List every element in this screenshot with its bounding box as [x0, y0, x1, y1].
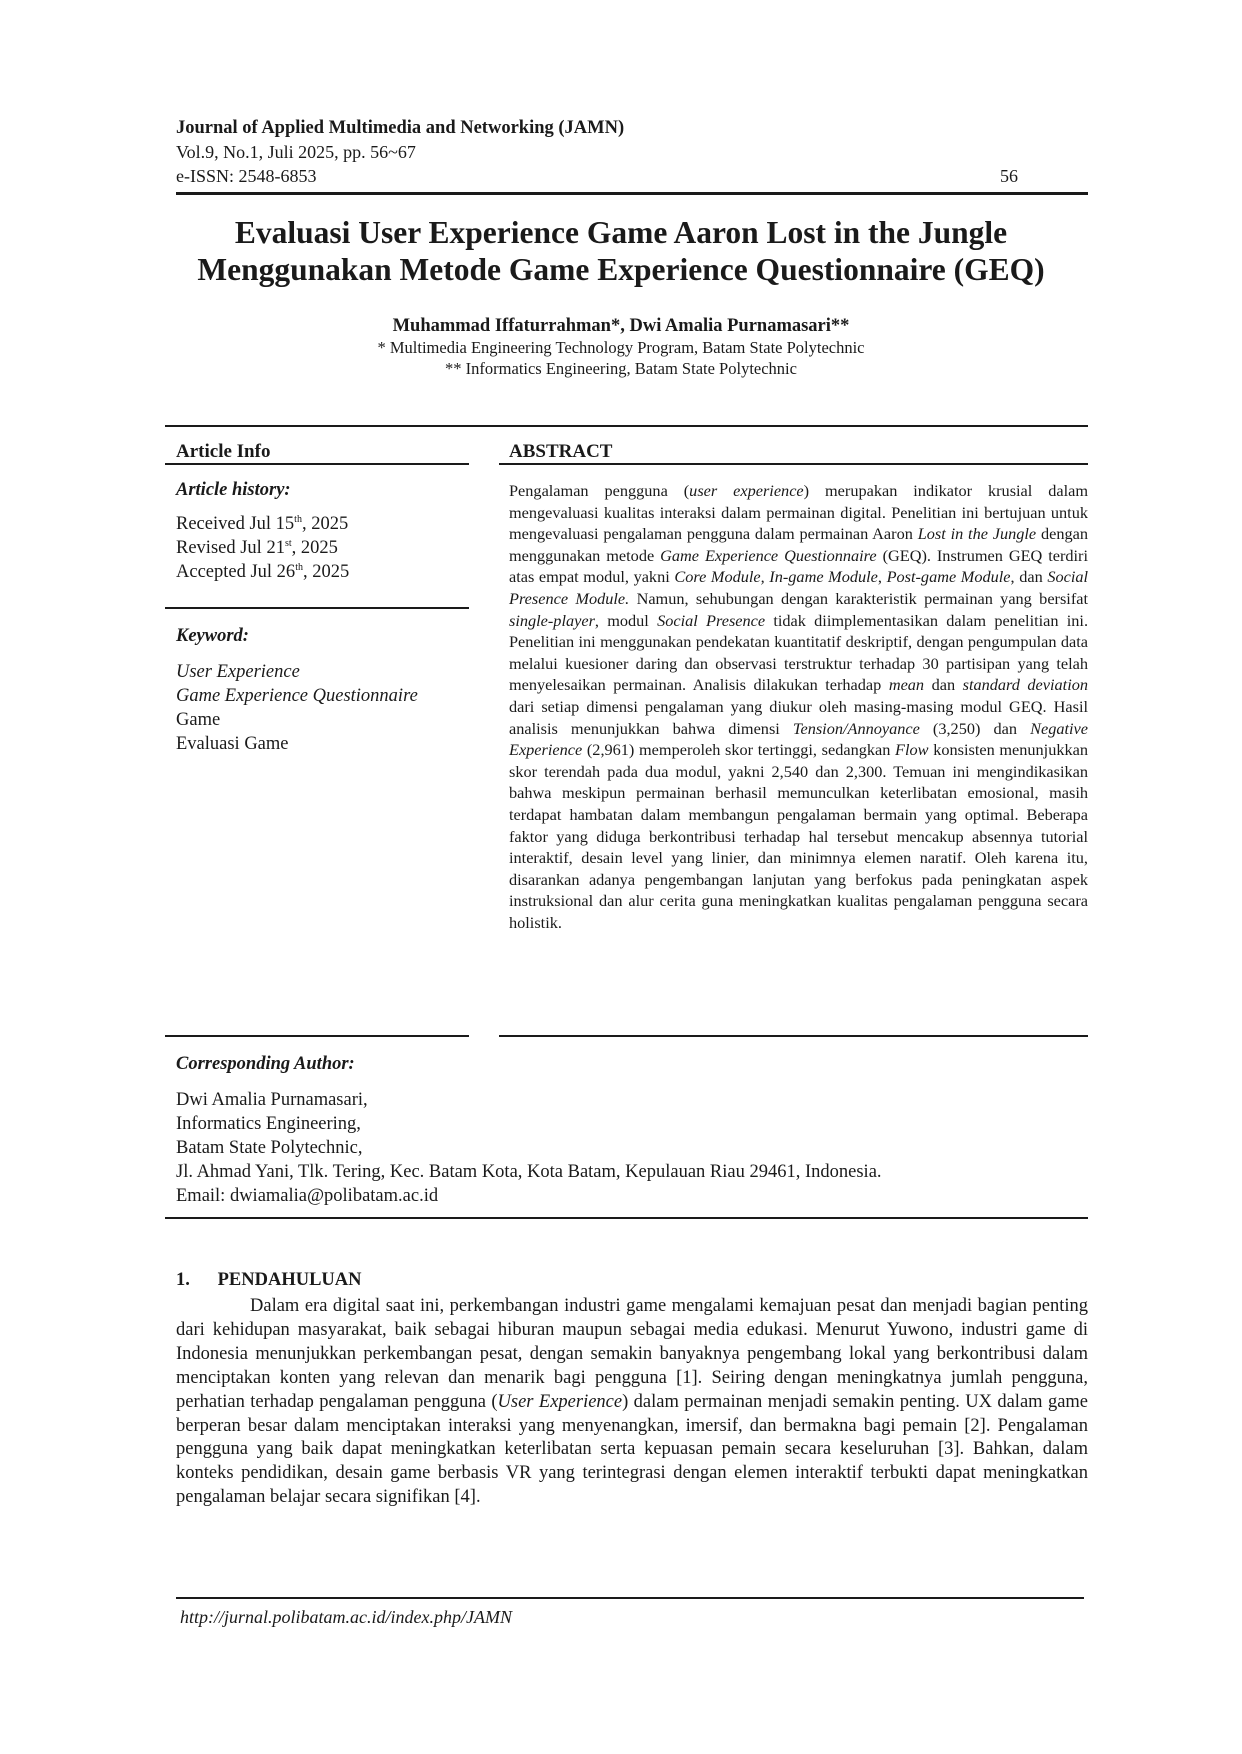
article-info-rule — [165, 463, 469, 465]
intro-body — [176, 1295, 1088, 1510]
keyword-item: User Experience — [176, 662, 300, 682]
corresponding-heading: Corresponding Author: — [176, 1054, 355, 1074]
corresponding-line: Batam State Polytechnic, — [176, 1138, 363, 1158]
intro-paragraph: Dalam era digital saat ini, perkembangan industri game mengalami kemajuan pesat dan menjadi bagian penting dari kehidupan masyarakat, baik sebagai hiburan maupun sebagai media edukasi. Menurut Yuwono, industri game di Indonesia menunjukkan perkembangan pesat, dengan semakin banyaknya pengembang lokal yang berkontribusi dalam menciptakan konten yang relevan dan menarik bagi pengguna [1]. Seiring dengan meningkatnya jumlah pengguna, perhatian terhadap pengalaman pengguna (User Experience) dalam permainan menjadi semakin penting. UX dalam game berperan besar dalam menciptakan interaksi yang menyenangkan, imersif, dan bermakna bagi pemain [2]. Pengalaman pengguna yang baik dapat meningkatkan keterlibatan serta kepuasan pemain secara keseluruhan [3]. Bahkan, dalam konteks pendidikan, desain game berbasis VR yang terintegrasi dengan elemen interaktif terbukti dapat meningkatkan pengalaman belajar secara signifikan [4]. — [176, 1296, 1088, 1508]
info-block-top-rule — [165, 425, 1088, 427]
info-bottom-rule — [165, 1035, 469, 1037]
title-line-2: Menggunakan Metode Game Experience Questionnaire (GEQ) — [197, 252, 1045, 287]
corresponding-rule — [165, 1217, 1088, 1219]
article-info-heading: Article Info — [176, 441, 271, 462]
affiliation-1: * Multimedia Engineering Technology Program, Batam State Polytechnic — [377, 338, 865, 357]
abstract-body: Pengalaman pengguna (user experience) merupakan indikator krusial dalam mengevaluasi kualitas interaksi dalam permainan digital. Penelitian ini bertujuan untuk mengevaluasi pengalaman pengguna dalam permainan Aaron Lost in the Jungle dengan menggunakan metode Game Experience Questionnaire (GEQ). Instrumen GEQ terdiri atas empat modul, yakni Core Module, In-game Module, Post-game Module, dan Social Presence Module. Namun, sehubungan dengan karakteristik permainan yang bersifat single-player, modul Social Presence tidak diimplementasikan dalam penelitian ini. Penelitian ini menggunakan pendekatan kuantitatif deskriptif, dengan pengumpulan data melalui kuesioner daring dan observasi terstruktur terhadap 30 partisipan yang telah menyelesaikan permainan. Analisis dilakukan terhadap mean dan standard deviation dari setiap dimensi pengalaman yang diukur oleh masing-masing modul GEQ. Hasil analisis menunjukkan bahwa dimensi Tension/Annoyance (3,250) dan Negative Experience (2,961) memperoleh skor tertinggi, sedangkan Flow konsisten menunjukkan skor terendah pada dua modul, yakni 2,540 dan 2,300. Temuan ini mengindikasikan bahwa meskipun permainan berhasil memunculkan keterlibatan emosional, masih terdapat hambatan dalam membangun pengalaman bermain yang optimal. Beberapa faktor yang diduga berkontribusi terhadap hal tersebut mencakup absennya tutorial interaktif, desain level yang linier, dan minimnya elemen naratif. Oleh karena itu, disarankan adanya pengembangan lanjutan yang berfokus pada peningkatan aspek instruksional dan alur cerita guna meningkatkan kualitas pengalaman pengguna secara holistik. — [509, 481, 1089, 932]
issn: e-ISSN: 2548-6853 — [176, 166, 317, 186]
header-rule — [176, 192, 1088, 195]
corresponding-line: Jl. Ahmad Yani, Tlk. Tering, Kec. Batam Kota, Kota Batam, Kepulauan Riau 29461, Indonesia. — [176, 1162, 882, 1182]
article-history-heading: Article history: — [176, 480, 291, 500]
keyword-item: Evaluasi Game — [176, 734, 289, 754]
page-number: 56 — [1000, 166, 1018, 186]
abstract-heading: ABSTRACT — [509, 441, 613, 462]
corresponding-line: Dwi Amalia Purnamasari, — [176, 1090, 368, 1110]
affiliation-2: ** Informatics Engineering, Batam State Polytechnic — [445, 359, 797, 378]
abstract-rule — [499, 463, 1088, 465]
keyword-item: Game — [176, 710, 221, 730]
journal-name: Journal of Applied Multimedia and Networking (JAMN) — [176, 118, 625, 138]
accepted-date: Accepted Jul 26th, 2025 — [176, 561, 350, 582]
corresponding-email: Email: dwiamalia@polibatam.ac.id — [176, 1186, 439, 1206]
received-date: Received Jul 15th, 2025 — [176, 513, 349, 534]
keyword-rule — [165, 607, 469, 609]
paper-title — [0, 214, 1242, 288]
abstract-bottom-rule — [499, 1035, 1088, 1037]
footer-url[interactable]: http://jurnal.polibatam.ac.id/index.php/JAMN — [180, 1607, 512, 1627]
keyword-heading: Keyword: — [176, 626, 249, 646]
title-line-1: Evaluasi User Experience Game Aaron Lost in the Jungle — [234, 215, 1008, 250]
revised-date: Revised Jul 21st, 2025 — [176, 537, 338, 558]
keyword-item: Game Experience Questionnaire — [176, 686, 418, 706]
authors: Muhammad Iffaturrahman*, Dwi Amalia Purnamasari** — [392, 316, 850, 336]
section-heading: 1. PENDAHULUAN — [176, 1270, 362, 1290]
corresponding-line: Informatics Engineering, — [176, 1114, 361, 1134]
footer-rule — [176, 1597, 1084, 1599]
volume-info: Vol.9, No.1, Juli 2025, pp. 56~67 — [176, 142, 416, 162]
